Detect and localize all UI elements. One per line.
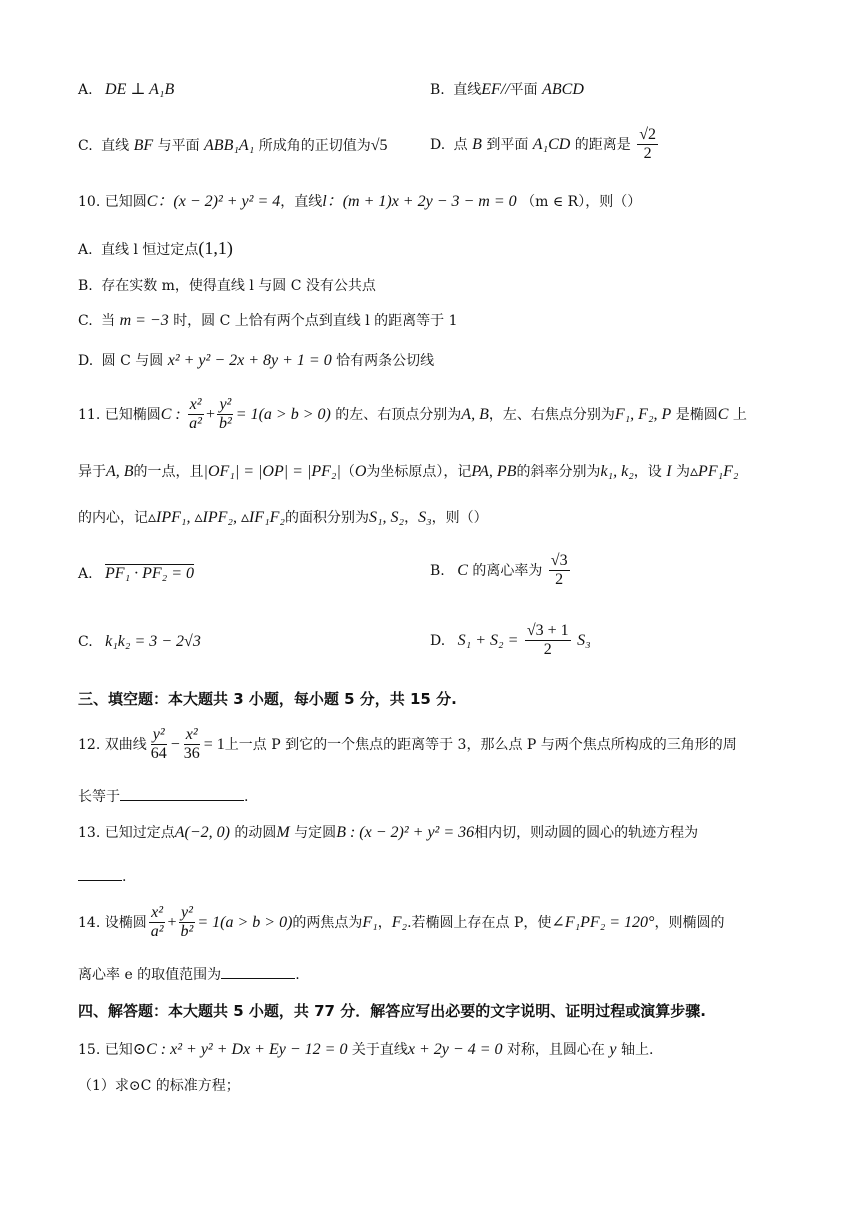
option-text: 直线 xyxy=(453,82,482,98)
q10-option-c xyxy=(78,311,458,330)
question-text: 的动圆 xyxy=(234,825,277,841)
math-expression: A(−2, 0) xyxy=(174,824,230,841)
question-text: ，设 xyxy=(633,464,662,480)
q11-option-d xyxy=(430,622,591,660)
math-expression: S₃ xyxy=(577,631,591,649)
math-expression: B : (x − 2)² + y² = 36 xyxy=(336,824,475,841)
math-expression: PA, PB xyxy=(471,463,517,480)
option-text: 平面 xyxy=(509,82,538,98)
fraction xyxy=(179,904,196,942)
fraction xyxy=(637,126,658,164)
fraction xyxy=(149,726,169,764)
q11-option-b xyxy=(430,552,572,590)
question-text: ，左、右焦点分别为 xyxy=(488,406,615,423)
question-number: 13. xyxy=(78,825,101,841)
fraction-denominator: 64 xyxy=(150,745,167,763)
question-text: 双曲线 xyxy=(104,736,147,753)
q11-stem-line2 xyxy=(78,462,739,481)
q9-option-d xyxy=(430,126,660,164)
question-text: 离心率 e 的取值范围为 xyxy=(78,967,222,983)
question-text: ，则（） xyxy=(585,194,642,210)
math-expression: x² + y² − 2x + 8y + 1 = 0 xyxy=(167,352,332,369)
option-label: C. xyxy=(78,313,93,329)
question-number: 14. xyxy=(78,914,101,931)
question-text: 的面积分别为 xyxy=(284,510,369,526)
q11-option-a xyxy=(78,564,194,583)
question-text: （m ∈ R） xyxy=(521,194,586,210)
q13-stem xyxy=(78,823,698,842)
math-expression: x + 2y − 4 = 0 xyxy=(407,1041,503,1058)
q9-option-c xyxy=(78,136,387,155)
option-label: B. xyxy=(78,278,93,294)
fraction-denominator: b² xyxy=(180,923,194,941)
option-text: 的距离是 xyxy=(574,136,631,153)
q12-line2 xyxy=(78,786,248,806)
math-expression: = 1(a > b > 0) xyxy=(235,405,331,423)
option-text: 直线 l 恒过定点 xyxy=(101,242,199,258)
q15-stem xyxy=(78,1040,653,1059)
option-label: A. xyxy=(78,242,93,258)
math-expression: O xyxy=(354,463,367,480)
answer-blank[interactable] xyxy=(78,866,122,881)
fraction xyxy=(549,552,570,590)
math-expression: ∠F₁PF₂ = 120° xyxy=(551,913,655,931)
question-text: 对称，且圆心在 xyxy=(506,1042,605,1058)
math-expression: k₁k₂ = 3 − 2√3 xyxy=(105,633,201,650)
option-text: 圆 C 与圆 xyxy=(101,353,164,369)
math-expression: C xyxy=(457,561,468,579)
math-expression: DE ⊥ A₁B xyxy=(105,81,175,98)
q11-stem-line1: 11. 已知椭圆C : $\frac{\text{x²}}{\text{a²}}$ + $\frac{\text{y²}}{\text{b²}}$ = 1(a > b > 0) 的左、右顶点分别为A, B，左、右焦点分别为F₁, F₂, P 是椭圆C 上 xyxy=(78,396,747,433)
question-text: 设椭圆 xyxy=(104,914,147,931)
option-text: 到平面 xyxy=(486,136,529,153)
question-text: 轴上. xyxy=(620,1042,654,1058)
fraction-numerator: y² xyxy=(217,396,233,415)
fraction-numerator: y² xyxy=(151,726,167,745)
question-text: .若椭圆上存在点 P，使 xyxy=(407,914,552,931)
question-number: 11. xyxy=(78,406,101,423)
math-expression: // xyxy=(500,81,510,98)
math-expression: M xyxy=(276,824,290,841)
fraction xyxy=(217,396,234,434)
math-expression: y xyxy=(609,1041,617,1058)
q10-stem xyxy=(78,192,641,211)
fraction-denominator: 2 xyxy=(543,641,552,659)
math-expression: (1,1) xyxy=(198,238,233,258)
question-text: 是椭圆 xyxy=(675,406,718,423)
question-text: 关于直线 xyxy=(351,1042,408,1058)
option-label: C. xyxy=(78,634,93,650)
q12-stem: 12. 双曲线 $\frac{\text{y²}}{64}$ − $\frac{\text{x²}}{36}$ = 1上一点 P 到它的一个焦点的距离等于 3，那么点 P 与两个焦点所构成的三角形的周 xyxy=(78,726,737,763)
fraction-numerator: √3 + 1 xyxy=(525,622,571,641)
fraction xyxy=(182,726,202,764)
option-text: 当 xyxy=(101,313,116,329)
fraction xyxy=(149,904,166,942)
fraction-numerator: y² xyxy=(179,904,195,923)
math-expression: A₁CD xyxy=(532,135,571,153)
question-text: ，直线 xyxy=(280,194,323,210)
option-label: D. xyxy=(430,632,446,649)
math-expression: EF xyxy=(481,81,501,98)
question-text: 的内心，记 xyxy=(78,510,148,526)
question-text: . xyxy=(122,869,127,885)
fraction xyxy=(525,622,571,660)
q9-option-a xyxy=(78,80,174,99)
fraction-denominator: 2 xyxy=(555,571,564,589)
fraction-numerator: x² xyxy=(184,726,200,745)
fraction-numerator: √3 xyxy=(549,552,570,571)
question-text: 已知圆 xyxy=(104,194,147,210)
question-text: 上一点 P 到它的一个焦点的距离等于 3，那么点 P 与两个焦点所构成的三角形的周 xyxy=(224,736,737,753)
math-expression: PF₁ · PF₂ = 0 xyxy=(105,565,195,582)
q15-subquestion-1: （1）求⊙C 的标准方程； xyxy=(78,1078,240,1094)
option-text: 存在实数 m，使得直线 l 与圆 C 没有公共点 xyxy=(101,278,376,294)
option-label: D. xyxy=(78,353,94,369)
question-text: . xyxy=(244,789,249,805)
question-number: 15. xyxy=(78,1042,101,1058)
question-text: （ xyxy=(340,464,355,480)
math-expression: |OF₁| = |OP| = |PF₂| xyxy=(203,463,341,480)
section-4-title: 四、解答题：本大题共 5 小题，共 77 分．解答应写出必要的文字说明、证明过程或演算步骤. xyxy=(78,1002,706,1020)
math-expression: C：(x − 2)² + y² = 4 xyxy=(146,193,281,210)
math-expression: S₃ xyxy=(418,509,432,526)
question-number: 12. xyxy=(78,736,101,753)
option-text: 所成角的正切值为 xyxy=(258,138,371,154)
math-expression: S₁, S₂ xyxy=(368,509,405,526)
math-expression: = 1 xyxy=(203,735,225,753)
q10-option-a xyxy=(78,238,233,260)
option-text: 时，圆 C 上恰有两个点到直线 l 的距离等于 1 xyxy=(173,313,458,329)
question-text: 的左、右顶点分别为 xyxy=(335,406,462,423)
question-text: . xyxy=(295,967,300,983)
question-text: ， xyxy=(404,510,419,526)
fraction-numerator: x² xyxy=(149,904,165,923)
q14-line2 xyxy=(78,964,300,984)
question-text: 已知椭圆 xyxy=(104,406,161,423)
answer-blank[interactable] xyxy=(120,786,244,801)
math-expression: k₁, k₂ xyxy=(600,463,634,480)
q10-option-b xyxy=(78,278,376,295)
option-text: 直线 xyxy=(101,138,130,154)
math-expression: B xyxy=(472,135,482,153)
question-text: ，则（） xyxy=(431,510,488,526)
question-text: 长等于 xyxy=(78,789,120,805)
option-label: C. xyxy=(78,138,93,154)
question-text: 为 xyxy=(676,464,691,480)
option-text: 与平面 xyxy=(157,138,200,154)
math-expression: l：(m + 1)x + 2y − 3 − m = 0 xyxy=(322,193,517,210)
math-expression: C xyxy=(717,405,729,423)
q14-stem: 14. 设椭圆 $\frac{\text{x²}}{\text{a²}}$ + $\frac{\text{y²}}{\text{b²}}$ = 1(a > b > 0)的两焦点为F₁，F₂.若椭圆上存在点 P，使∠F₁PF₂ = 120°，则椭圆的 xyxy=(78,904,725,941)
fraction-denominator: 36 xyxy=(183,745,200,763)
math-expression: ABB₁A₁ xyxy=(204,137,255,154)
section-3-title: 三、填空题：本大题共 3 小题，每小题 5 分，共 15 分. xyxy=(78,690,457,708)
question-text: 的一点，且 xyxy=(133,464,204,480)
fraction xyxy=(187,396,204,434)
question-text: 上 xyxy=(732,406,747,423)
question-text: 为坐标原点），记 xyxy=(366,464,472,480)
math-expression: ABCD xyxy=(542,81,584,98)
fraction-numerator: √2 xyxy=(637,126,658,145)
option-label: A. xyxy=(78,566,93,582)
question-number: 10. xyxy=(78,194,101,210)
q11-stem-line3 xyxy=(78,508,488,527)
option-label: B. xyxy=(430,82,445,98)
math-expression: F₁, F₂, P xyxy=(614,405,672,423)
question-text: 的斜率分别为 xyxy=(516,464,601,480)
question-text: 已知 xyxy=(104,1042,133,1058)
math-expression: F₁ xyxy=(362,913,378,931)
question-text: 已知过定点 xyxy=(104,825,175,841)
fraction-numerator: x² xyxy=(188,396,204,415)
option-text: 点 xyxy=(453,136,468,153)
math-expression: ▵IPF₁, ▵IPF₂, ▵IF₁F₂ xyxy=(148,509,285,526)
math-expression: C : xyxy=(160,405,181,423)
option-label: D. xyxy=(430,136,446,153)
math-expression: ⊙C : x² + y² + Dx + Ey − 12 = 0 xyxy=(132,1041,348,1058)
question-text: 相内切，则动圆的圆心的轨迹方程为 xyxy=(474,825,699,841)
question-text: 异于 xyxy=(78,464,106,480)
question-text: 与定圆 xyxy=(294,825,337,841)
q13-line2 xyxy=(78,866,126,886)
math-expression: m = −3 xyxy=(119,312,169,329)
fraction-denominator: a² xyxy=(189,415,202,433)
math-expression: F₂ xyxy=(391,913,408,931)
option-label: A. xyxy=(78,82,93,98)
question-text: ，则椭圆的 xyxy=(654,914,725,931)
q11-option-c xyxy=(78,632,201,651)
option-text: 的离心率为 xyxy=(472,562,543,579)
option-text: 恰有两条公切线 xyxy=(336,353,435,369)
q9-option-b xyxy=(430,80,584,99)
q10-option-d xyxy=(78,351,434,370)
option-label: B. xyxy=(430,562,445,579)
question-text: 的两焦点为 xyxy=(292,914,363,931)
answer-blank[interactable] xyxy=(221,964,295,979)
fraction-denominator: a² xyxy=(150,923,164,941)
math-expression: S₁ + S₂ = xyxy=(457,631,519,649)
math-expression: ▵PF₁F₂ xyxy=(690,463,739,480)
math-expression: √5 xyxy=(370,137,388,154)
fraction-denominator: 2 xyxy=(643,145,652,163)
math-expression: A, B xyxy=(106,463,134,480)
question-text: ， xyxy=(377,914,392,931)
math-expression: A, B xyxy=(461,405,489,423)
fraction-denominator: b² xyxy=(219,415,232,433)
math-expression: BF xyxy=(133,137,154,154)
math-expression: I xyxy=(666,463,672,480)
math-expression: = 1(a > b > 0) xyxy=(197,913,293,931)
